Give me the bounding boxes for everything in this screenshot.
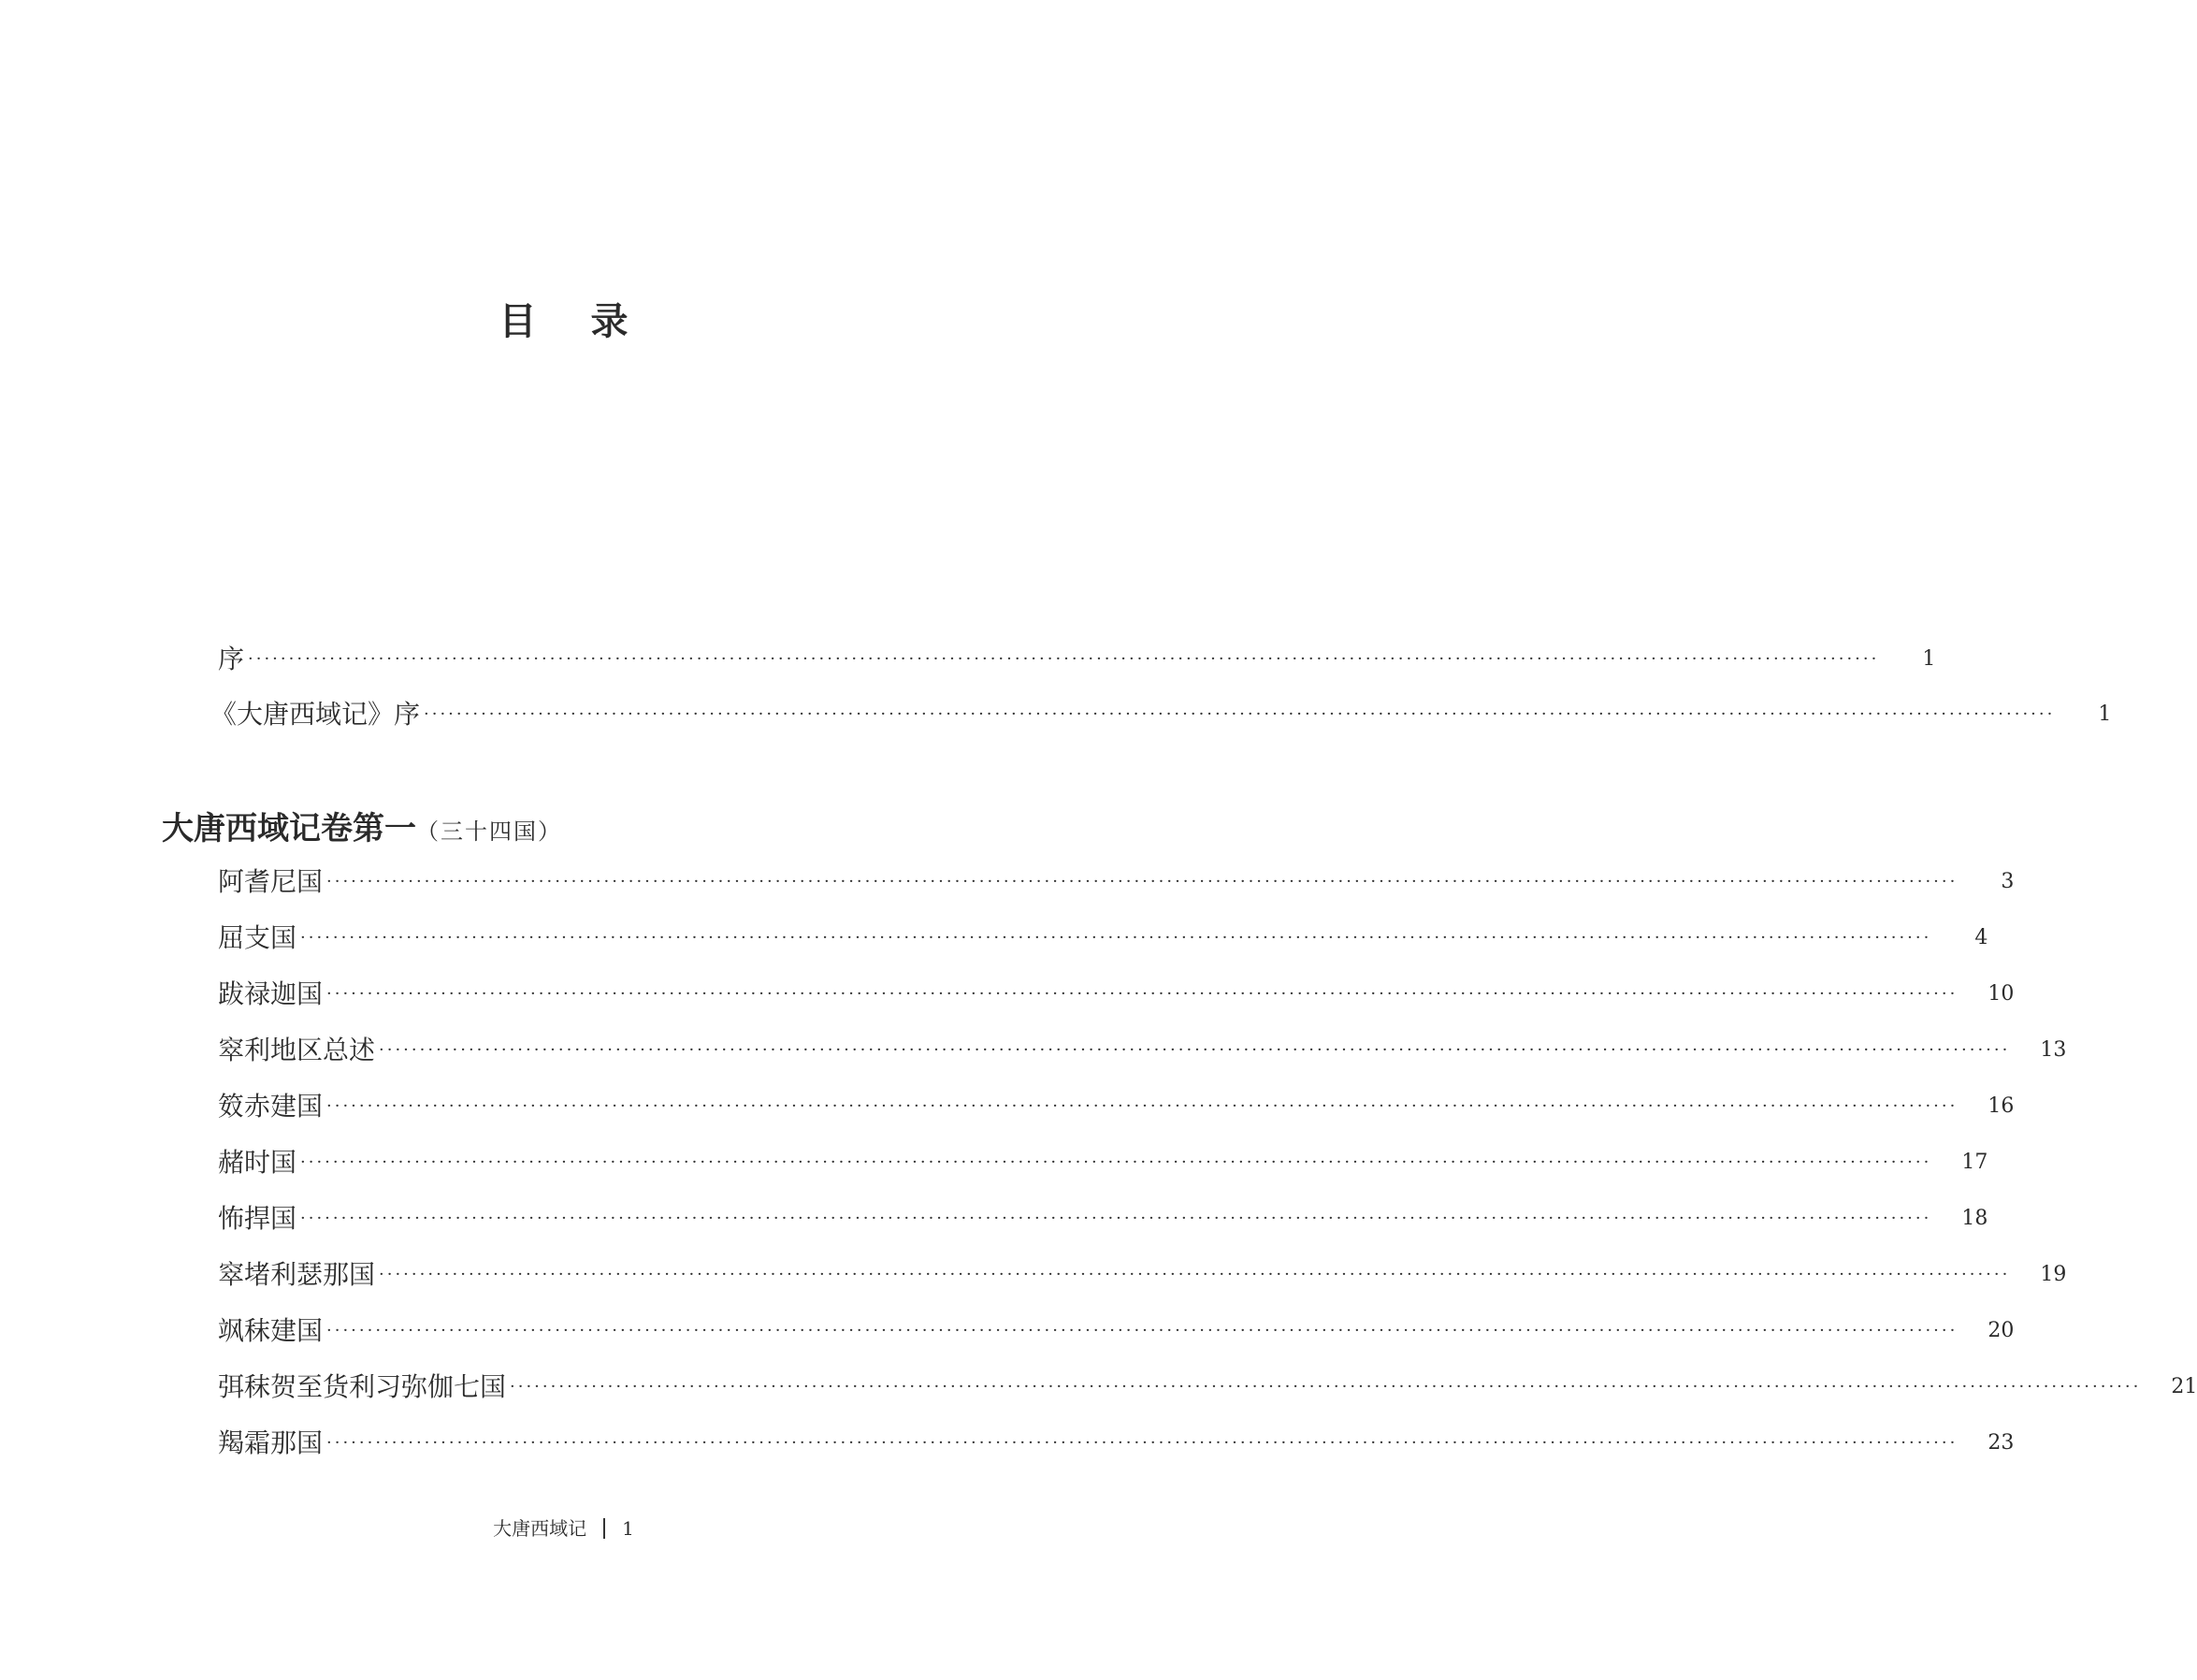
toc-entry-label: 《大唐西域记》序: [210, 699, 421, 730]
toc-entry-page: 20: [1987, 1319, 2015, 1342]
title-char-1: 目: [499, 299, 537, 343]
volume-title: 大唐西域记卷第一: [162, 810, 416, 847]
toc-entry[interactable]: [218, 1197, 1988, 1235]
toc-entry-page: 19: [2040, 1263, 2067, 1286]
leader-dots: ········································································································································································································: [424, 704, 2056, 724]
toc-entry-page: 10: [1987, 982, 2015, 1006]
volume-heading: [162, 808, 562, 849]
toc-entry-page: 4: [1974, 926, 1988, 949]
toc-entry-label: 序: [218, 644, 245, 674]
leader-dots: ········································································································································································································: [300, 928, 1932, 948]
title-char-2: 录: [590, 299, 629, 343]
toc-entry-label: 窣堵利瑟那国: [218, 1259, 376, 1290]
toc-entry[interactable]: [218, 1366, 2197, 1403]
toc-entry-label: 屈支国: [218, 922, 297, 953]
toc-entry[interactable]: [218, 973, 2015, 1010]
toc-entry-label: 赭时国: [218, 1147, 297, 1178]
toc-entry-page: 23: [1987, 1431, 2015, 1455]
page-footer: [0, 1515, 1127, 1542]
footer-page-number: 1: [622, 1517, 634, 1540]
leader-dots: ········································································································································································································: [326, 1433, 1959, 1453]
toc-entry-page: 21: [2171, 1375, 2197, 1398]
toc-entry[interactable]: [218, 1141, 1988, 1179]
toc-entry[interactable]: [218, 638, 1936, 675]
toc-entry-label: 羯霜那国: [218, 1427, 324, 1458]
toc-entry[interactable]: [218, 1422, 2015, 1459]
toc-entry-label: 怖捍国: [218, 1203, 297, 1234]
leader-dots: ········································································································································································································: [248, 649, 1880, 669]
leader-dots: ········································································································································································································: [379, 1265, 2011, 1284]
toc-entry-page: 17: [1961, 1151, 1988, 1174]
toc-entry-page: 3: [2001, 870, 2015, 893]
toc-entry[interactable]: [218, 1253, 2067, 1291]
volume-note: （三十四国）: [416, 818, 562, 845]
toc-entry-label: 窣利地区总述: [218, 1035, 376, 1065]
leader-dots: ········································································································································································································: [326, 1096, 1959, 1116]
leader-dots: ········································································································································································································: [326, 872, 1959, 891]
toc-entry-page: 13: [2040, 1038, 2067, 1062]
toc-entry[interactable]: [218, 1029, 2067, 1066]
toc-entry-page: 1: [2098, 702, 2112, 726]
footer-book-title: 大唐西域记: [493, 1517, 587, 1540]
toc-entry[interactable]: [218, 861, 2015, 898]
toc-entry-label: 跋禄迦国: [218, 978, 324, 1009]
toc-entry[interactable]: [218, 1085, 2015, 1122]
toc-entry[interactable]: [218, 917, 1988, 954]
leader-dots: ········································································································································································································: [510, 1377, 2142, 1397]
toc-entry-page: 18: [1961, 1207, 1988, 1230]
leader-dots: ········································································································································································································: [326, 1321, 1959, 1340]
leader-dots: ········································································································································································································: [379, 1040, 2011, 1060]
toc-entry[interactable]: [218, 1310, 2015, 1347]
toc-entry-label: 笯赤建国: [218, 1091, 324, 1122]
toc-entry-label: 飒秣建国: [218, 1315, 324, 1346]
leader-dots: ········································································································································································································: [300, 1209, 1932, 1228]
toc-entry-label: 弭秣贺至货利习弥伽七国: [218, 1371, 507, 1402]
page-title: [0, 299, 1127, 344]
leader-dots: ········································································································································································································: [326, 984, 1959, 1004]
toc-entry-page: 16: [1987, 1094, 2015, 1118]
toc-entry-page: 1: [1922, 647, 1936, 671]
leader-dots: ········································································································································································································: [300, 1152, 1932, 1172]
toc-entry[interactable]: [210, 693, 2112, 731]
footer-separator: [603, 1518, 605, 1539]
toc-entry-label: 阿耆尼国: [218, 866, 324, 897]
